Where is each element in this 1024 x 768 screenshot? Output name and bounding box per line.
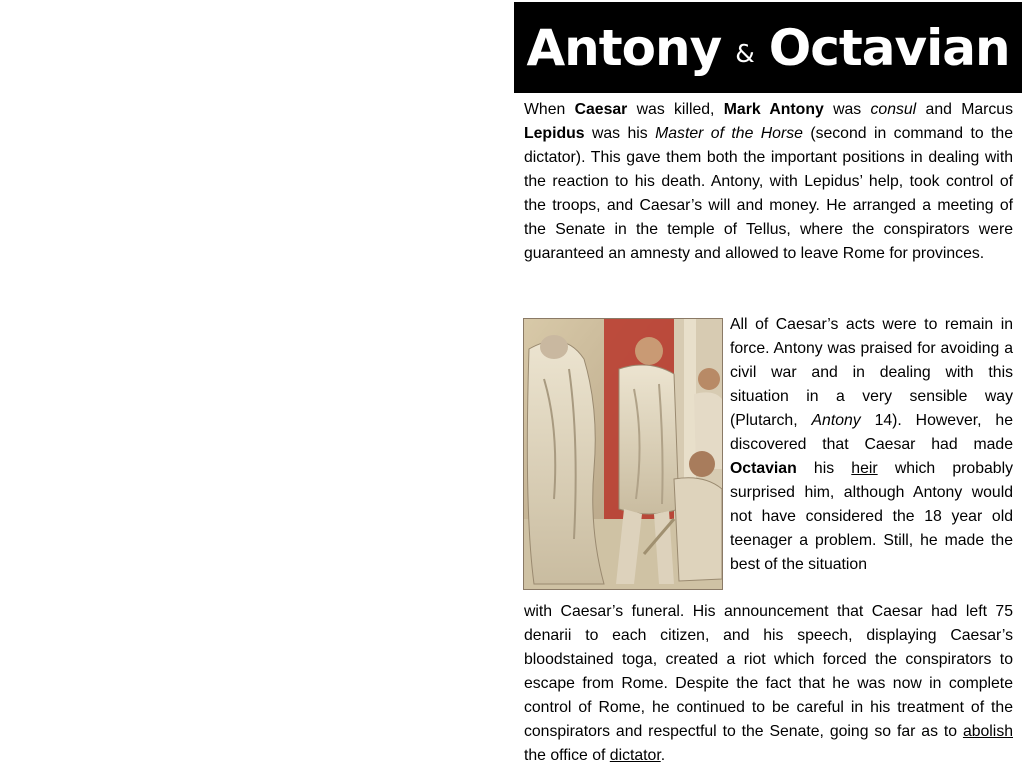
paragraph-acts (730, 313, 1013, 577)
text: . (660, 747, 666, 764)
text: was his (584, 125, 656, 142)
text: was killed, (627, 101, 724, 118)
bold-octavian: Octavian (730, 460, 797, 477)
text: his (796, 460, 852, 477)
title-octavian: Octavian (768, 18, 1010, 77)
underlined-dictator: dictator (609, 747, 661, 764)
bold-lepidus: Lepidus (524, 125, 585, 142)
text: and Marcus (916, 101, 1013, 118)
text: the office of (524, 747, 610, 764)
text: All of Caesar’s acts were to remain in force. Antony was praised for avoiding a civil war and in dealing with this situation in a very sensible way (Plutarch, (730, 316, 1013, 429)
text: which probably surprised him, although Antony would not have considered the 18 year old teenager a problem. Still, he made the best of the situation (730, 460, 1013, 573)
text: 14). However, he discovered that Caesar had made (730, 412, 1013, 453)
caesar-assassination-painting (523, 318, 723, 590)
text: (second in command to the dictator). This gave them both the important positions in dealing with the reaction to his death. Antony, with Lepidus’ help, took control of the troops, and Caesar’s will and money. He arranged a meeting of the Senate in the temple of Tellus, where the conspirators were guaranteed an amnesty and allowed to leave Rome for provinces. (524, 125, 1014, 262)
bold-mark-antony: Mark Antony (723, 101, 824, 118)
bold-caesar: Caesar (574, 101, 628, 118)
text: When (524, 101, 575, 118)
title-banner (514, 2, 1022, 93)
paragraph-funeral (524, 600, 1013, 768)
italic-master-of-horse: Master of the Horse (655, 125, 803, 142)
text: was (823, 101, 871, 118)
italic-consul: consul (870, 101, 917, 118)
underlined-heir: heir (851, 460, 878, 477)
italic-antony: Antony (811, 412, 861, 429)
underlined-abolish: abolish (962, 723, 1013, 740)
text: with Caesar’s funeral. His announcement that Caesar had left 75 denarii to each citizen, and his speech, displaying Caesar’s bloodstained toga, created a riot which forced the conspirators to escape from Rome. Despite the fact that he was now in complete control of Rome, he continued to be careful in his treatment of the conspirators and respectful to the Senate, going so far as to (524, 603, 1013, 740)
painting-illustration (524, 319, 722, 589)
title-antony: Antony (526, 18, 722, 77)
title-ampersand: & (735, 39, 755, 68)
paragraph-intro (524, 98, 1013, 266)
